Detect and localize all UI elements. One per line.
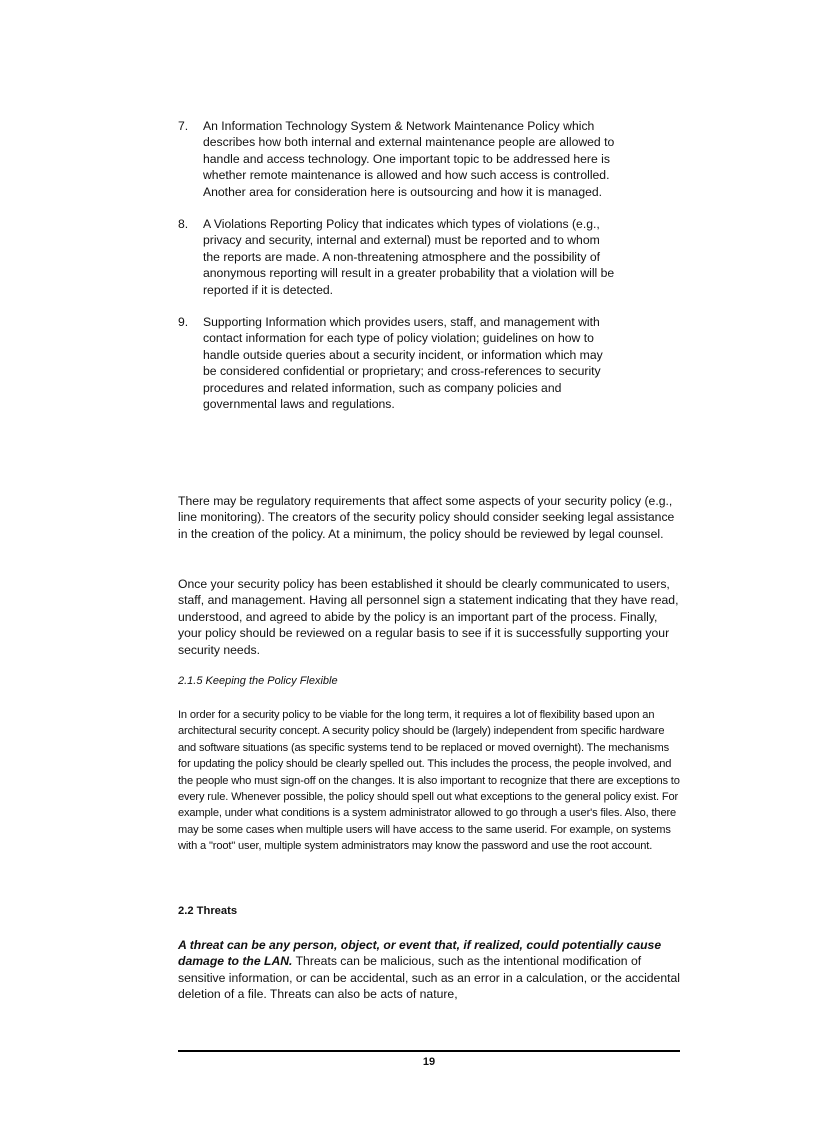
footer-rule: [178, 1050, 680, 1052]
list-item-text: A Violations Reporting Policy that indicates which types of violations (e.g., privacy and security, internal and external) must be reported and to whom the reports are made. A non-threatening atmosphere and the possibility of anonymous reporting will result in a greater probability that a violation will be reported if it is detected.: [203, 217, 615, 297]
policy-list: [178, 118, 618, 429]
paragraph-flexibility: In order for a security policy to be viable for the long term, it requires a lot of flexibility based upon an architectural security concept. A security policy should be (largely) independent from specific hardware and software situations (as specific systems tend to be replaced or moved overnight). The mechanisms for updating the policy should be clearly spelled out. This includes the process, the people involved, and the people who must sign-off on the changes. It is also important to recognize that there are exceptions to every rule. Whenever possible, the policy should spell out what exceptions to the general policy exist. For example, under what conditions is a system administrator allowed to go through a user's files. Also, there may be some cases when multiple users will have access to the same userid. For example, on systems with a "root" user, multiple system administrators may know the password and use the root account.: [178, 709, 680, 853]
list-item-number: 7.: [178, 119, 189, 133]
list-item-number: 9.: [178, 315, 189, 330]
list-item: [178, 216, 618, 298]
paragraph-threats: [178, 937, 680, 1003]
paragraph-communication: Once your security policy has been established it should be clearly communicated to users, staff, and management. Having all personnel sign a statement indicating that they have read, understood, and agreed to abide by the policy is an important part of the process. Finally, your policy should be reviewed on a regular basis to see if it is successfully supporting your security needs.: [178, 577, 679, 657]
subsection-heading: 2.1.5 Keeping the Policy Flexible: [178, 675, 338, 687]
paragraph-regulatory: There may be regulatory requirements that affect some aspects of your security policy (e.g., line monitoring). The creators of the security policy should consider seeking legal assistance in the creation of the policy. At a minimum, the policy should be reviewed by legal counsel.: [178, 494, 675, 541]
list-item-text: Supporting Information which provides users, staff, and management with contact information for each type of policy violation; guidelines on how to handle outside queries about a security incident, or information which may be considered confidential or proprietary; and cross-references to security procedures and related information, such as company policies and governmental laws and regulations.: [203, 315, 603, 412]
list-item: [178, 118, 618, 200]
list-item-number: 8.: [178, 217, 189, 232]
list-item: [178, 314, 618, 412]
section-heading: 2.2 Threats: [178, 905, 238, 917]
list-item-text: An Information Technology System & Network Maintenance Policy which describes how both internal and external maintenance people are allowed to handle and access technology. One important topic to be addressed here is whether remote maintenance is allowed and how such access is controlled. Another area for consideration here is outsourcing and how it is managed.: [203, 119, 615, 199]
threat-definition: A threat can be any person, object, or event that, if realized, could potentially cause damage to the LAN.: [178, 938, 662, 969]
threat-description: Threats can be malicious, such as the intentional modification of sensitive information, or can be accidental, such as an error in a calculation, or the accidental deletion of a file. Threats can also be acts of nature,: [178, 954, 680, 1002]
page-number: 19: [422, 1056, 436, 1068]
